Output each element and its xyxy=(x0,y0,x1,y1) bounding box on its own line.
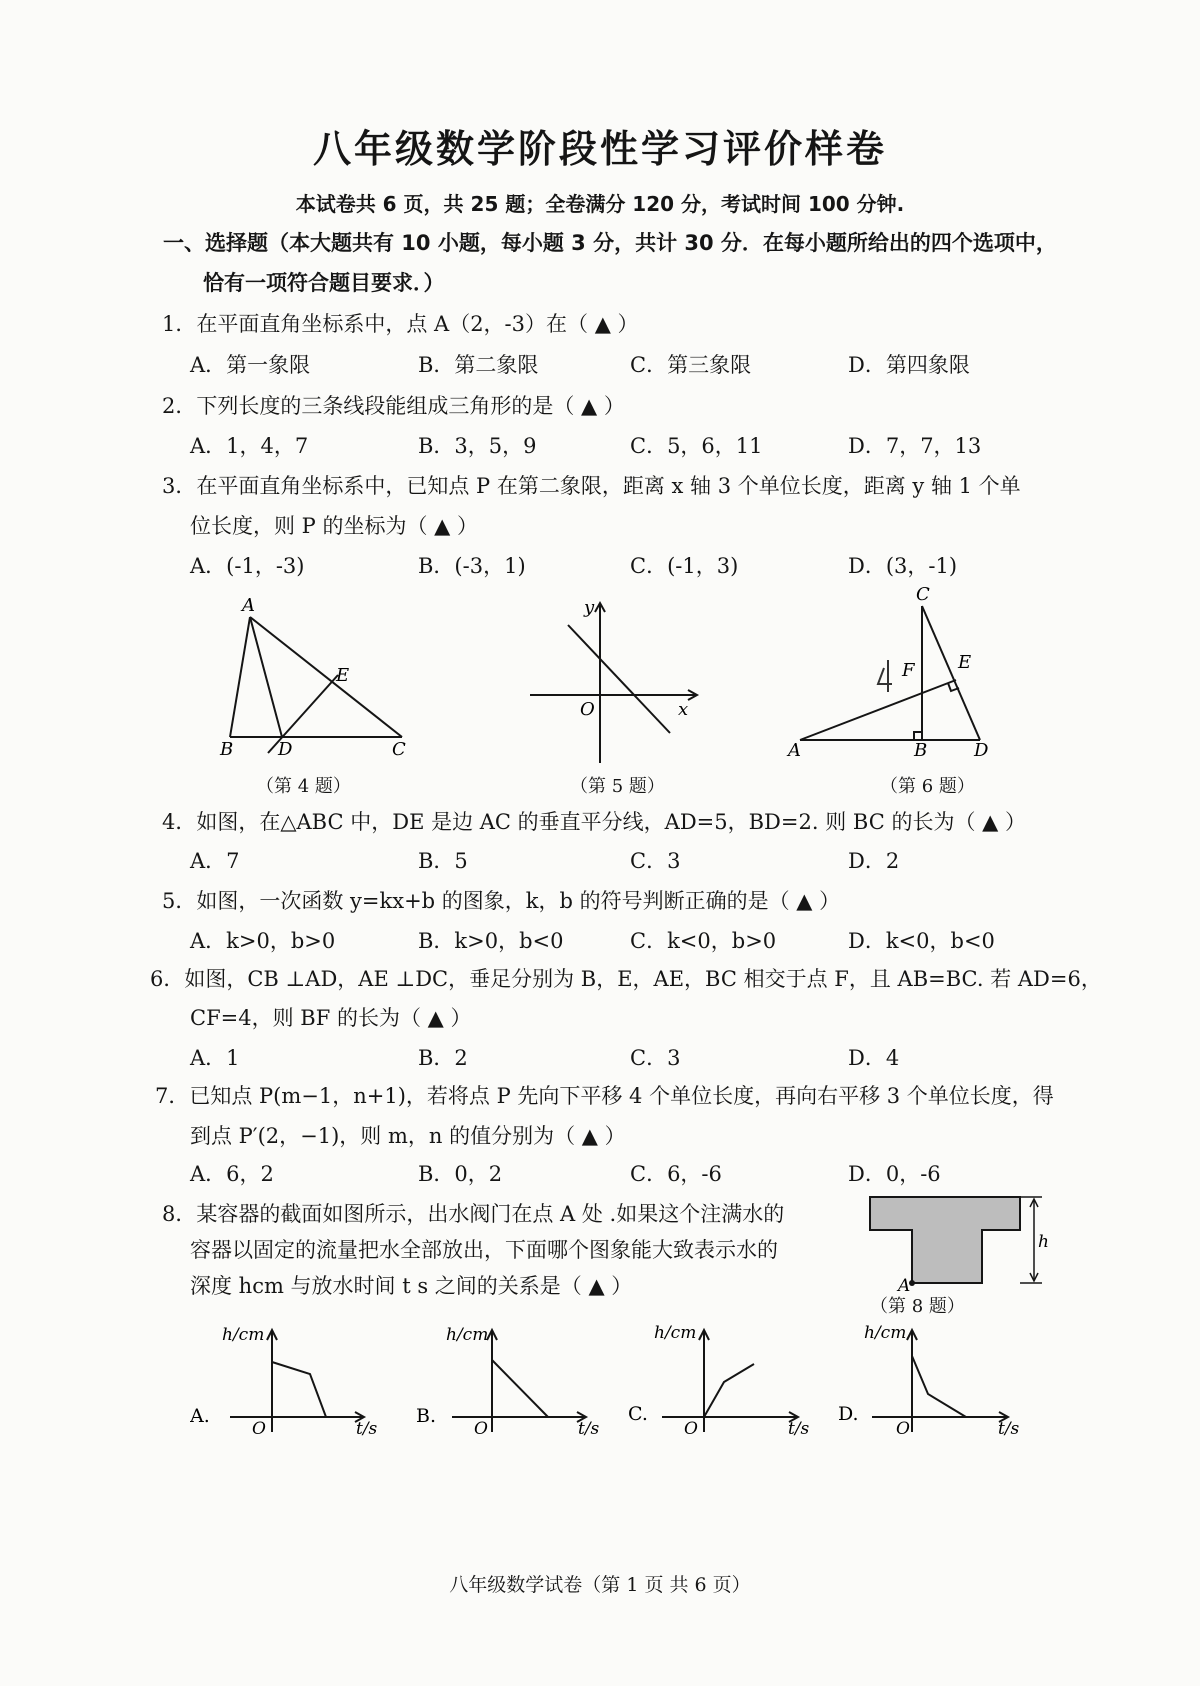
q3-stem: 3．在平面直角坐标系中，已知点 P 在第二象限，距离 x 轴 3 个单位长度，距离 y 轴 1 个单 xyxy=(162,474,1021,498)
q4-option-b: B．5 xyxy=(418,849,468,873)
fig5-label-o: O xyxy=(580,699,595,720)
figure-8-container xyxy=(860,1185,1060,1295)
q5-stem: 5．如图，一次函数 y=kx+b 的图象，k，b 的符号判断正确的是（ ▲ ） xyxy=(162,889,841,913)
fig6-label-c: C xyxy=(916,584,930,605)
section-heading-cont: 恰有一项符合题目要求．） xyxy=(203,271,445,295)
q7-option-c: C．6，-6 xyxy=(630,1162,722,1186)
q1-option-d: D．第四象限 xyxy=(848,353,970,377)
fig5-caption: （第 5 题） xyxy=(570,776,665,797)
fig6-label-e: E xyxy=(958,652,972,673)
graph-b-origin: O xyxy=(474,1419,488,1439)
fig8-label-a: A xyxy=(898,1276,911,1295)
fig5-label-x: x xyxy=(678,699,689,720)
exam-instructions: 本试卷共 6 页，共 25 题；全卷满分 120 分，考试时间 100 分钟. xyxy=(295,192,905,216)
fig4-label-c: C xyxy=(392,739,406,760)
graph-b-xlabel: t/s xyxy=(578,1419,600,1439)
graph-option-a xyxy=(190,1322,390,1452)
q7-option-b: B．0，2 xyxy=(418,1162,503,1186)
fig6-label-b: B xyxy=(914,740,928,761)
q6-stem: 6．如图，CB ⊥AD，AE ⊥DC，垂足分别为 B，E，AE，BC 相交于点 F，且 AB=BC. 若 AD=6， xyxy=(150,967,1102,991)
graph-c-origin: O xyxy=(684,1419,698,1439)
q5-option-a: A．k>0，b>0 xyxy=(190,929,336,953)
q3-stem-cont: 位长度，则 P 的坐标为（ ▲ ） xyxy=(190,514,478,538)
graph-option-b xyxy=(416,1322,616,1452)
q4-option-c: C．3 xyxy=(630,849,681,873)
fig4-caption: （第 4 题） xyxy=(256,776,351,797)
q7-option-d: D．0，-6 xyxy=(848,1162,941,1186)
page-title: 八年级数学阶段性学习评价样卷 xyxy=(312,127,887,171)
q3-option-b: B．(-3，1) xyxy=(418,554,526,578)
graph-a-letter: A. xyxy=(190,1405,210,1427)
fig4-label-a: A xyxy=(242,595,255,616)
figure-6 xyxy=(780,580,1030,770)
figure-4 xyxy=(210,595,420,770)
q2-option-c: C．5，6，11 xyxy=(630,434,763,458)
fig4-label-b: B xyxy=(220,739,234,760)
fig6-label-a: A xyxy=(788,740,801,761)
graph-a-origin: O xyxy=(252,1419,266,1439)
q5-option-d: D．k<0，b<0 xyxy=(848,929,995,953)
fig6-label-f: F xyxy=(902,660,915,681)
q4-option-d: D．2 xyxy=(848,849,900,873)
handwritten-4-mark xyxy=(878,660,892,692)
q4-option-a: A．7 xyxy=(190,849,240,873)
fig4-label-e: E xyxy=(336,665,350,686)
q4-stem: 4．如图，在△ABC 中，DE 是边 AC 的垂直平分线，AD=5，BD=2. 则 BC 的长为（ ▲ ） xyxy=(162,810,1026,834)
q3-option-c: C．(-1，3) xyxy=(630,554,739,578)
q1-option-a: A．第一象限 xyxy=(190,353,311,377)
graph-a-xlabel: t/s xyxy=(356,1419,378,1439)
q1-stem: 1．在平面直角坐标系中，点 A（2，-3）在（ ▲ ） xyxy=(162,312,639,336)
q8-stem: 8．某容器的截面如图所示，出水阀门在点 A 处 .如果这个注满水的 xyxy=(162,1202,785,1226)
fig5-label-y: y xyxy=(584,597,595,618)
q8-stem-cont1: 容器以固定的流量把水全部放出，下面哪个图象能大致表示水的 xyxy=(190,1238,778,1262)
q5-option-b: B．k>0，b<0 xyxy=(418,929,564,953)
q1-option-c: C．第三象限 xyxy=(630,353,752,377)
q6-option-a: A．1 xyxy=(190,1046,240,1070)
section-heading: 一、选择题（本大题共有 10 小题，每小题 3 分，共计 30 分．在每小题所给出的四个选项中， xyxy=(163,231,1057,255)
graph-d-ylabel: h/cm xyxy=(864,1323,907,1343)
page-footer: 八年级数学试卷（第 1 页 共 6 页） xyxy=(449,1574,751,1596)
graph-c-ylabel: h/cm xyxy=(654,1323,697,1343)
q2-option-d: D．7，7，13 xyxy=(848,434,982,458)
q5-option-c: C．k<0，b>0 xyxy=(630,929,777,953)
q2-option-a: A．1，4，7 xyxy=(190,434,309,458)
q7-stem-cont: 到点 P′(2，−1)，则 m，n 的值分别为（ ▲ ） xyxy=(190,1124,626,1148)
q2-stem: 2．下列长度的三条线段能组成三角形的是（ ▲ ） xyxy=(162,394,625,418)
q7-stem: 7．已知点 P(m−1，n+1)，若将点 P 先向下平移 4 个单位长度，再向右平移 3 个单位长度，得 xyxy=(155,1084,1054,1108)
q6-option-b: B．2 xyxy=(418,1046,468,1070)
q3-option-d: D．(3，-1) xyxy=(848,554,958,578)
graph-d-xlabel: t/s xyxy=(998,1419,1020,1439)
q3-option-a: A．(-1，-3) xyxy=(190,554,305,578)
fig6-label-d: D xyxy=(974,740,989,761)
graph-option-d xyxy=(838,1322,1038,1452)
q2-option-b: B．3，5，9 xyxy=(418,434,537,458)
fig8-label-h: h xyxy=(1038,1232,1049,1252)
fig8-caption: （第 8 题） xyxy=(870,1296,965,1317)
graph-d-origin: O xyxy=(896,1419,910,1439)
graph-c-xlabel: t/s xyxy=(788,1419,810,1439)
graph-b-ylabel: h/cm xyxy=(446,1325,489,1345)
graph-b-letter: B. xyxy=(416,1405,437,1427)
graph-option-c xyxy=(628,1322,828,1452)
fig4-label-d: D xyxy=(278,739,293,760)
q1-option-b: B．第二象限 xyxy=(418,353,539,377)
q8-stem-cont2: 深度 hcm 与放水时间 t s 之间的关系是（ ▲ ） xyxy=(190,1274,633,1298)
figure-5 xyxy=(520,595,710,770)
graph-a-ylabel: h/cm xyxy=(222,1325,265,1345)
q6-stem-cont: CF=4，则 BF 的长为（ ▲ ） xyxy=(190,1006,472,1030)
q6-option-c: C．3 xyxy=(630,1046,681,1070)
q6-option-d: D．4 xyxy=(848,1046,900,1070)
graph-d-letter: D. xyxy=(838,1403,859,1425)
q7-option-a: A．6，2 xyxy=(190,1162,274,1186)
graph-c-letter: C. xyxy=(628,1403,648,1425)
fig6-caption: （第 6 题） xyxy=(880,776,975,797)
